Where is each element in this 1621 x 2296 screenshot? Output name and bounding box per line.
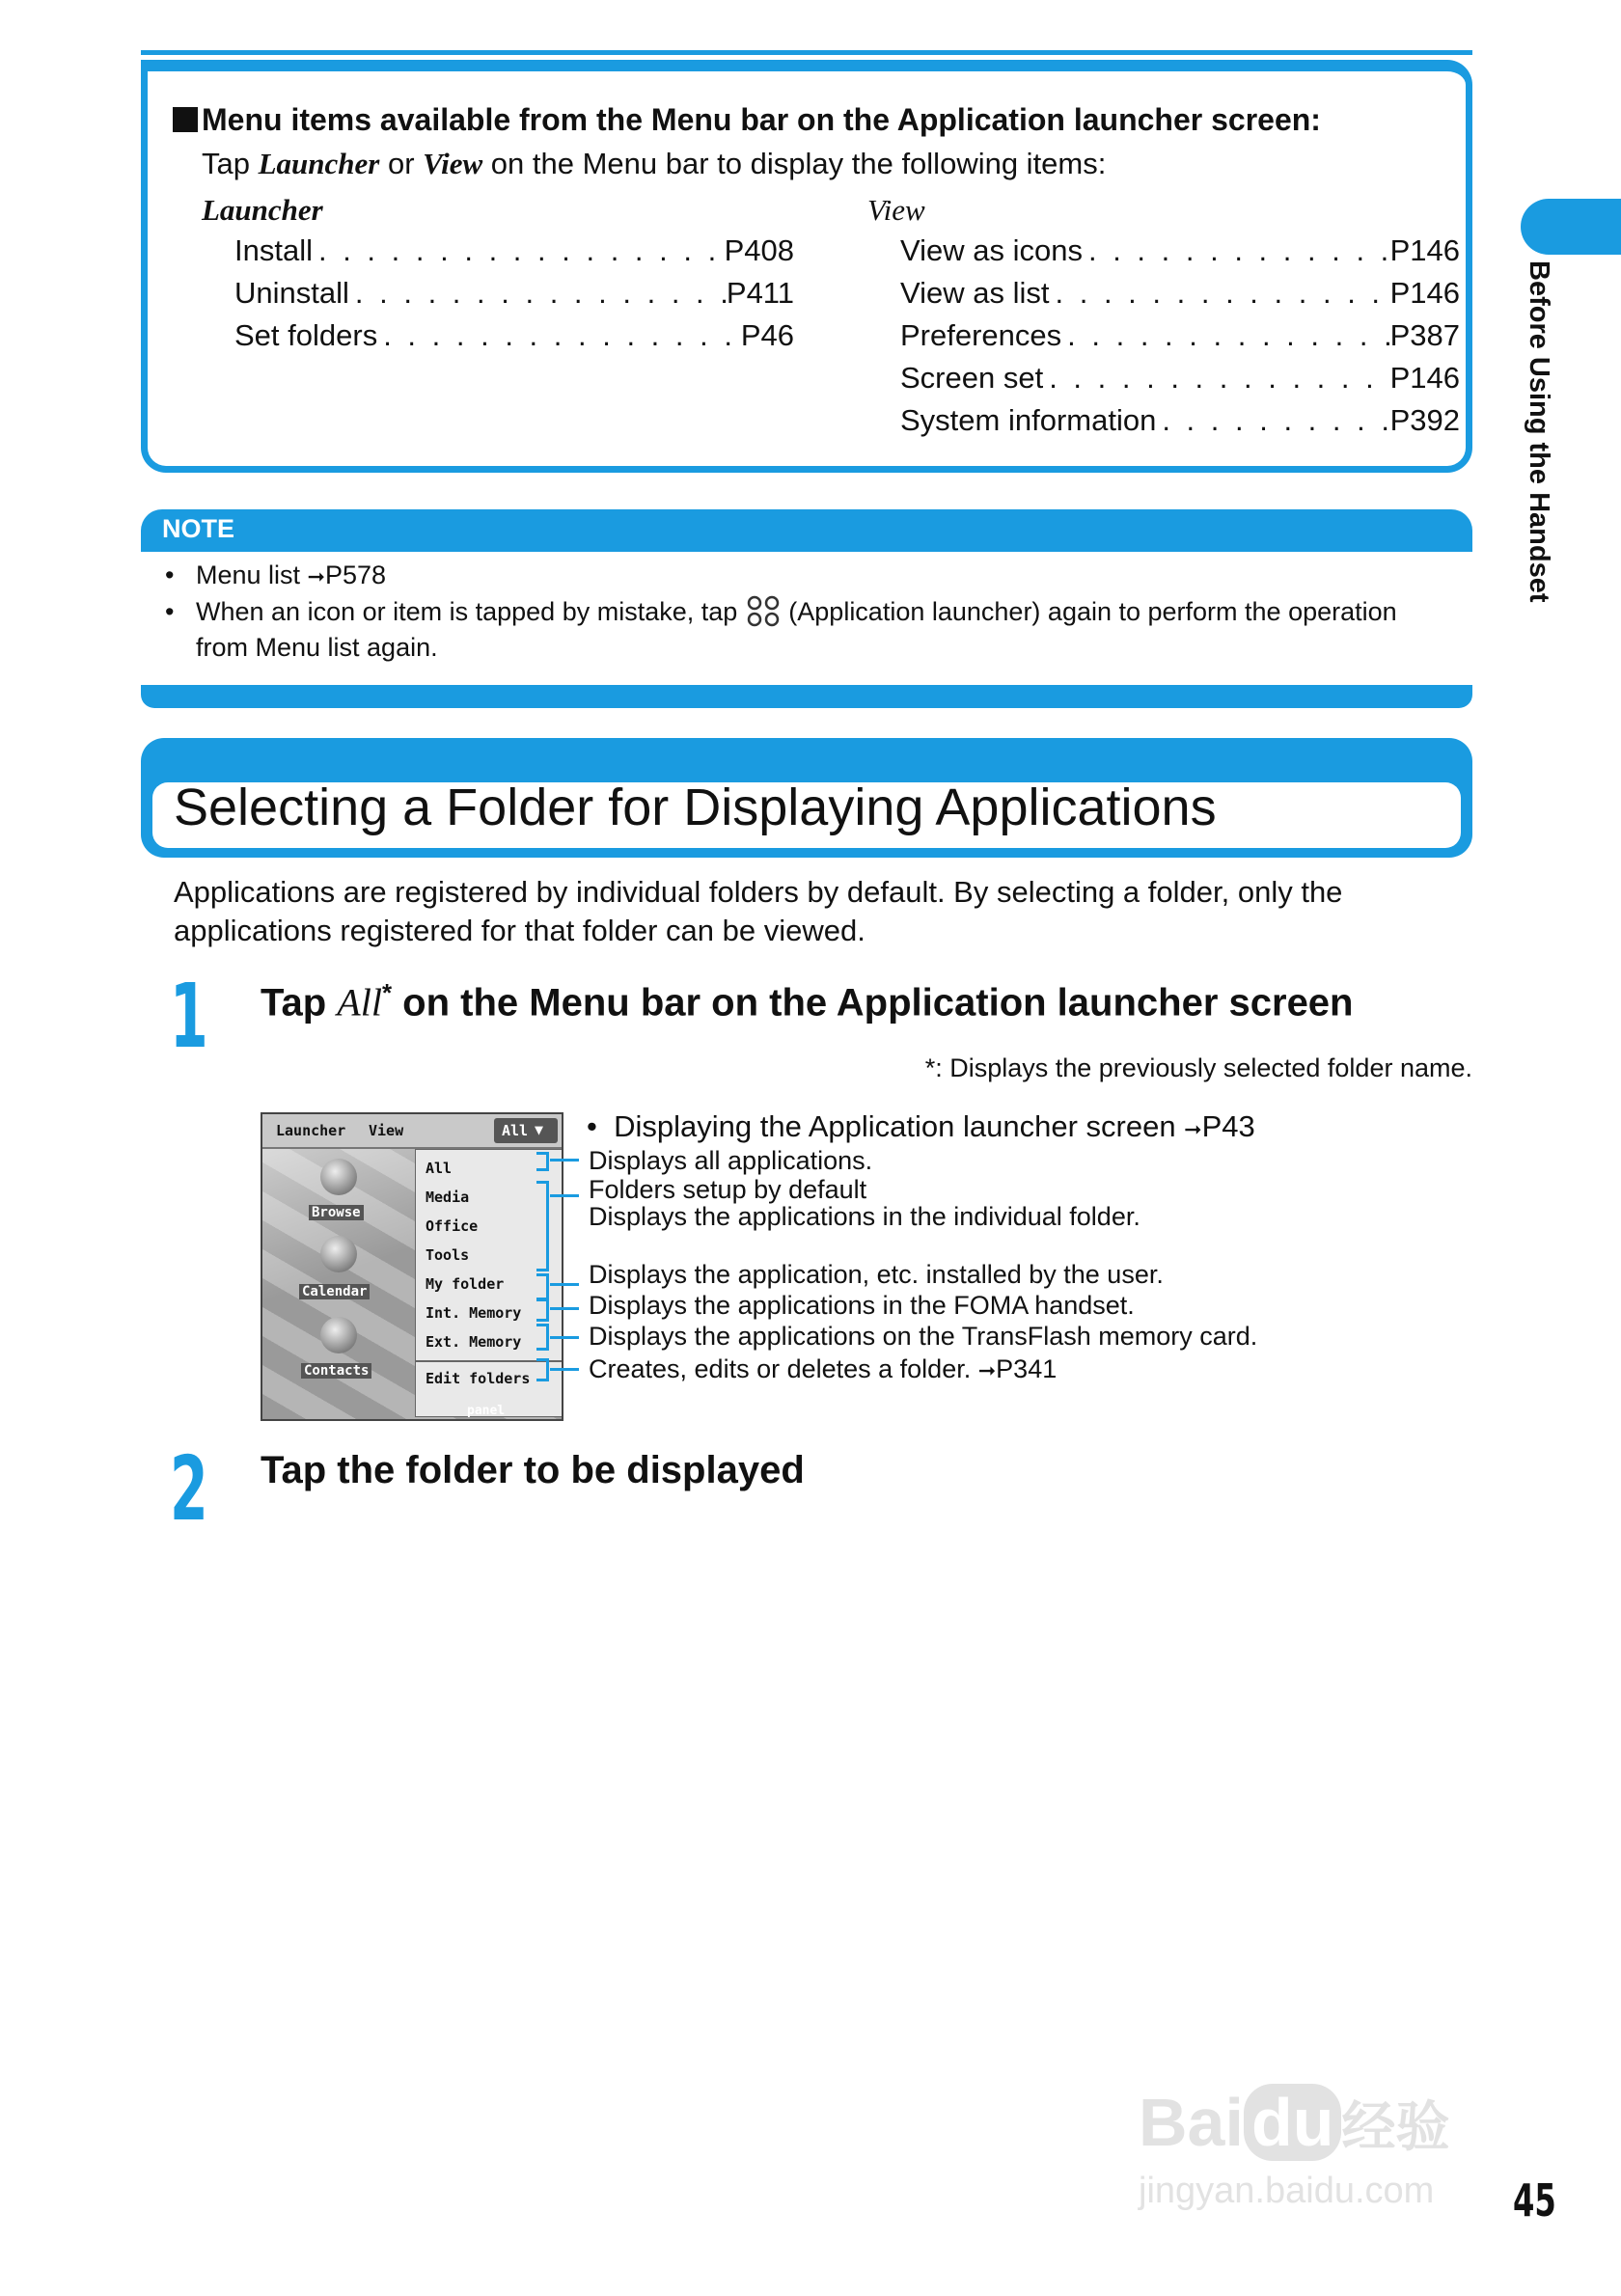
callout-bracket [536, 1324, 549, 1351]
browser-icon[interactable] [320, 1159, 357, 1195]
side-tab [1521, 199, 1621, 255]
step-1-footnote: *: Displays the previously selected folder name. [924, 1053, 1472, 1082]
view-item-preferences [900, 318, 1460, 353]
callout-edit-folders [589, 1354, 1057, 1384]
leader-dots [1061, 318, 1389, 353]
intro-text: or [379, 147, 424, 180]
launcher-item-set-folders [234, 318, 794, 353]
chevron-down-icon: ▼ [535, 1121, 544, 1138]
arrow-right-icon: ➞ [977, 1358, 997, 1382]
watermark-brand: Bai [1139, 2085, 1244, 2160]
contacts-icon[interactable] [320, 1317, 357, 1353]
launcher-item-uninstall [234, 276, 794, 311]
phone-icon-label: Browse [309, 1205, 364, 1220]
dropdown-item-int-memory[interactable]: Int. Memory [426, 1304, 522, 1322]
note-item-menu-list [165, 558, 387, 594]
step-number-2: 2 [170, 1437, 208, 1541]
item-page: P387 [1389, 318, 1460, 352]
step-number-1: 1 [170, 965, 208, 1068]
note-item-mistake [165, 594, 1450, 666]
callout-ext-memory: Displays the applications on the TransFlash memory card. [589, 1322, 1258, 1351]
view-item-list [900, 276, 1460, 311]
item-page: P411 [726, 276, 794, 310]
phone-all-label: All [502, 1122, 529, 1139]
item-label: Uninstall [234, 276, 349, 310]
step-star: * [381, 978, 393, 1007]
dropdown-item-my-folder[interactable]: My folder [426, 1275, 505, 1293]
item-page: P146 [1389, 276, 1460, 310]
leader-dots [313, 233, 725, 268]
dropdown-item-office[interactable]: Office [426, 1217, 479, 1235]
menu-items-heading-text: Menu items available from the Menu bar on the Application launcher screen: [202, 102, 1321, 137]
intro-text: Tap [202, 147, 259, 180]
view-column-title: View [867, 193, 925, 227]
side-tab-label: Before Using the Handset [1524, 260, 1554, 603]
section-description: Applications are registered by individual folders by default. By selecting a folder, only the applications registered for that folder can be viewed. [174, 875, 1343, 947]
callout-bracket [536, 1181, 549, 1271]
view-item-icons [900, 233, 1460, 268]
callout-line [550, 1368, 579, 1371]
callout-folders-individual: Displays the applications in the individual folder. [589, 1202, 1140, 1231]
phone-menu-bar [262, 1114, 563, 1149]
callout-bracket [536, 1273, 549, 1300]
phone-icon-label: Calendar [299, 1284, 370, 1299]
dropdown-item-ext-memory[interactable]: Ext. Memory [426, 1333, 522, 1351]
leader-dots [1043, 361, 1389, 396]
page-number: 45 [1513, 2174, 1556, 2227]
phone-panel-label: panel [467, 1404, 506, 1418]
item-label: Preferences [900, 318, 1062, 352]
calendar-icon[interactable] [320, 1236, 357, 1272]
phone-menu-launcher[interactable]: Launcher [276, 1122, 346, 1139]
item-label: Install [234, 233, 313, 267]
watermark-cn: 经验 [1341, 2096, 1450, 2157]
callout-bullet [587, 1109, 1255, 1144]
note-text: Menu list [196, 560, 308, 589]
app-launcher-icon [745, 595, 782, 628]
item-label: Screen set [900, 361, 1044, 395]
note-text: from Menu list again. [196, 633, 438, 662]
callout-int-memory: Displays the applications in the FOMA handset. [589, 1291, 1135, 1320]
phone-menu-view[interactable]: View [369, 1122, 404, 1139]
note-text: (Application launcher) again to perform the operation [781, 597, 1397, 626]
note-footer-bar [141, 685, 1472, 708]
callout-text: Creates, edits or deletes a folder. [589, 1354, 978, 1383]
section-title: Selecting a Folder for Displaying Applications [174, 779, 1217, 836]
watermark-brand-badge: du [1244, 2084, 1342, 2161]
leader-dots [349, 276, 727, 311]
callout-ref[interactable]: P43 [1201, 1109, 1255, 1143]
callout-line [550, 1336, 579, 1339]
callout-bracket [536, 1358, 549, 1381]
callout-text: Displaying the Application launcher screen [614, 1109, 1185, 1143]
phone-icon-label: Contacts [301, 1363, 371, 1379]
step-2-instruction: Tap the folder to be displayed [261, 1449, 805, 1491]
intro-text: on the Menu bar to display the following items: [482, 147, 1107, 180]
dropdown-item-edit-folders[interactable]: Edit folders [426, 1370, 531, 1387]
dropdown-item-all[interactable]: All [426, 1160, 453, 1177]
note-ref[interactable]: P578 [324, 560, 387, 589]
bullet-icon: • [587, 1109, 615, 1143]
item-label: Set folders [234, 318, 378, 352]
bullet-icon: • [165, 560, 175, 589]
callout-ref[interactable]: P341 [996, 1354, 1058, 1383]
leader-dots [1083, 233, 1390, 268]
watermark-url: jingyan.baidu.com [1139, 2171, 1435, 2211]
item-page: P46 [740, 318, 794, 352]
step-1-instruction [261, 978, 1354, 1025]
callout-line [550, 1159, 579, 1162]
item-page: P146 [1389, 233, 1460, 267]
callout-bracket [536, 1152, 549, 1171]
arrow-right-icon: ➞ [1184, 1117, 1202, 1141]
callout-my-folder: Displays the application, etc. installed by the user. [589, 1260, 1164, 1289]
item-label: View as icons [900, 233, 1083, 267]
callout-line [550, 1194, 579, 1197]
phone-all-button[interactable] [494, 1118, 558, 1143]
callout-line [550, 1283, 579, 1286]
bullet-icon: • [165, 597, 175, 626]
dropdown-item-tools[interactable]: Tools [426, 1246, 470, 1264]
menu-intro [202, 147, 1106, 181]
item-label: View as list [900, 276, 1050, 310]
menu-items-heading [173, 102, 1321, 138]
launcher-column-title: Launcher [202, 193, 323, 227]
step-text: on the Menu bar on the Application launcher screen [392, 981, 1354, 1025]
item-page: P392 [1389, 403, 1460, 437]
callout-bracket [536, 1298, 549, 1322]
note-title: NOTE [162, 514, 235, 543]
intro-launcher: Launcher [258, 147, 380, 180]
leader-dots [1156, 403, 1389, 438]
callout-folders-default: Folders setup by default [589, 1175, 867, 1204]
note-text: When an icon or item is tapped by mistake, tap [196, 597, 745, 626]
leader-dots [1050, 276, 1390, 311]
intro-view: View [423, 147, 483, 180]
item-label: System information [900, 403, 1157, 437]
callout-line [550, 1307, 579, 1310]
baidu-watermark [1139, 2074, 1505, 2228]
item-page: P146 [1389, 361, 1460, 395]
phone-screenshot [261, 1112, 563, 1421]
step-text: Tap [261, 981, 338, 1025]
item-page: P408 [724, 233, 794, 267]
leader-dots [377, 318, 741, 353]
view-item-screen-set [900, 361, 1460, 396]
arrow-right-icon: ➞ [307, 564, 325, 588]
note-header-bar [141, 509, 1472, 552]
step-all: All [337, 980, 382, 1025]
view-item-system-info [900, 403, 1460, 438]
callout-all: Displays all applications. [589, 1146, 873, 1175]
square-bullet-icon [173, 107, 198, 132]
launcher-item-install [234, 233, 794, 268]
dropdown-item-media[interactable]: Media [426, 1189, 470, 1206]
menu-items-box [141, 60, 1472, 473]
